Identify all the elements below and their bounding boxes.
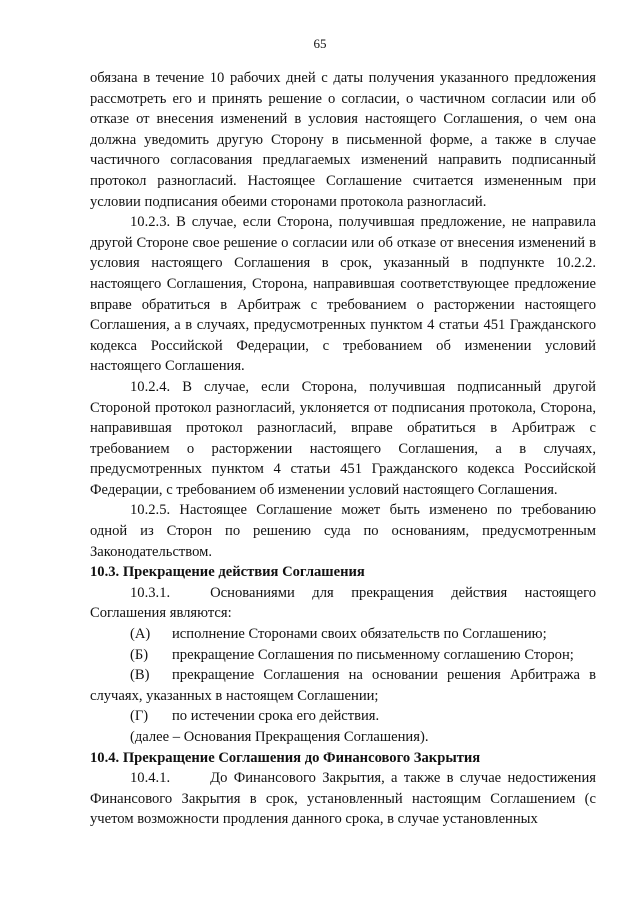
list-item-text: исполнение Сторонами своих обязательств по Соглашению; (172, 626, 547, 643)
clause-10-4-1 (90, 768, 596, 830)
section-heading-10-4: 10.4. Прекращение Соглашения до Финансового Закрытия (90, 749, 481, 766)
clause-10-3-1-number: 10.3.1. (130, 584, 171, 601)
list-item-text: по истечении срока его действия. (172, 708, 380, 725)
paragraph-10-2-5: 10.2.5. Настоящее Соглашение может быть изменено по требованию одной из Сторон по решению суда по основаниям, предусмотренным Законодательством. (90, 502, 596, 560)
list-item-b (90, 645, 596, 666)
page-number: 65 (313, 36, 327, 51)
list-marker: (Г) (130, 708, 149, 725)
list-tail: (далее – Основания Прекращения Соглашения). (130, 729, 429, 745)
list-item-g (90, 706, 596, 727)
paragraph-10-2-4: 10.2.4. В случае, если Сторона, получившая подписанный другой Стороной протокол разногласий, уклоняется от подписания протокола, Сторона, направившая протокол разногласий, вправе обратиться в Арбитраж с требованием о расторжении настоящего Соглашения, а в случаях, предусмотренных пунктом 4 статьи 451 Гражданского кодекса Российской Федерации, с требованием об изменении условий настоящего Соглашения. (90, 378, 596, 498)
list-marker: (Б) (130, 646, 149, 663)
list-marker: (В) (130, 667, 150, 684)
clause-10-3-1 (90, 583, 596, 624)
list-item-text: прекращение Соглашения на основании решения Арбитража в случаях, указанных в настоящем Соглашении; (90, 667, 596, 704)
clause-10-4-1-number: 10.4.1. (130, 770, 171, 787)
section-heading-10-3: 10.3. Прекращение действия Соглашения (90, 564, 365, 581)
paragraph-continuation: обязана в течение 10 рабочих дней с даты получения указанного предложения рассмотреть его и принять решение о согласии, о частичном согласии или об отказе от внесения изменений в условия настоящего Соглашения, о чем она должна уведомить другую Сторону в письменной форме, а также в случае частичного согласования предлагаемых изменений направить подписанный протокол разногласий. Настоящее Соглашение считается измененным при условии подписания обеими сторонами протокола разногласий. (90, 70, 596, 210)
list-item-text: прекращение Соглашения по письменному соглашению Сторон; (172, 646, 574, 663)
clause-10-4-1-text: До Финансового Закрытия, а также в случае недостижения Финансового Закрытия в срок, установленный настоящим Соглашением (с учетом возможности продления данного срока, в случае установленных (90, 770, 596, 828)
list-item-v (90, 665, 596, 706)
document-body (90, 68, 596, 830)
list-marker: (А) (130, 626, 151, 643)
list-item-a (90, 624, 596, 645)
paragraph-10-2-3: 10.2.3. В случае, если Сторона, получившая предложение, не направила другой Стороне свое решение о согласии или об отказе от внесения изменений в условия настоящего Соглашения в срок, указанный в подпункте 10.2.2. настоящего Соглашения, Сторона, направившая соответствующее предложение вправе обратиться в Арбитраж с требованием о расторжении настоящего Соглашения, а в случаях, предусмотренных пунктом 4 статьи 451 Гражданского кодекса Российской Федерации, с требованием об изменении условий настоящего Соглашения. (90, 214, 596, 375)
clause-10-3-1-text: Основаниями для прекращения действия настоящего Соглашения являются: (90, 584, 596, 622)
